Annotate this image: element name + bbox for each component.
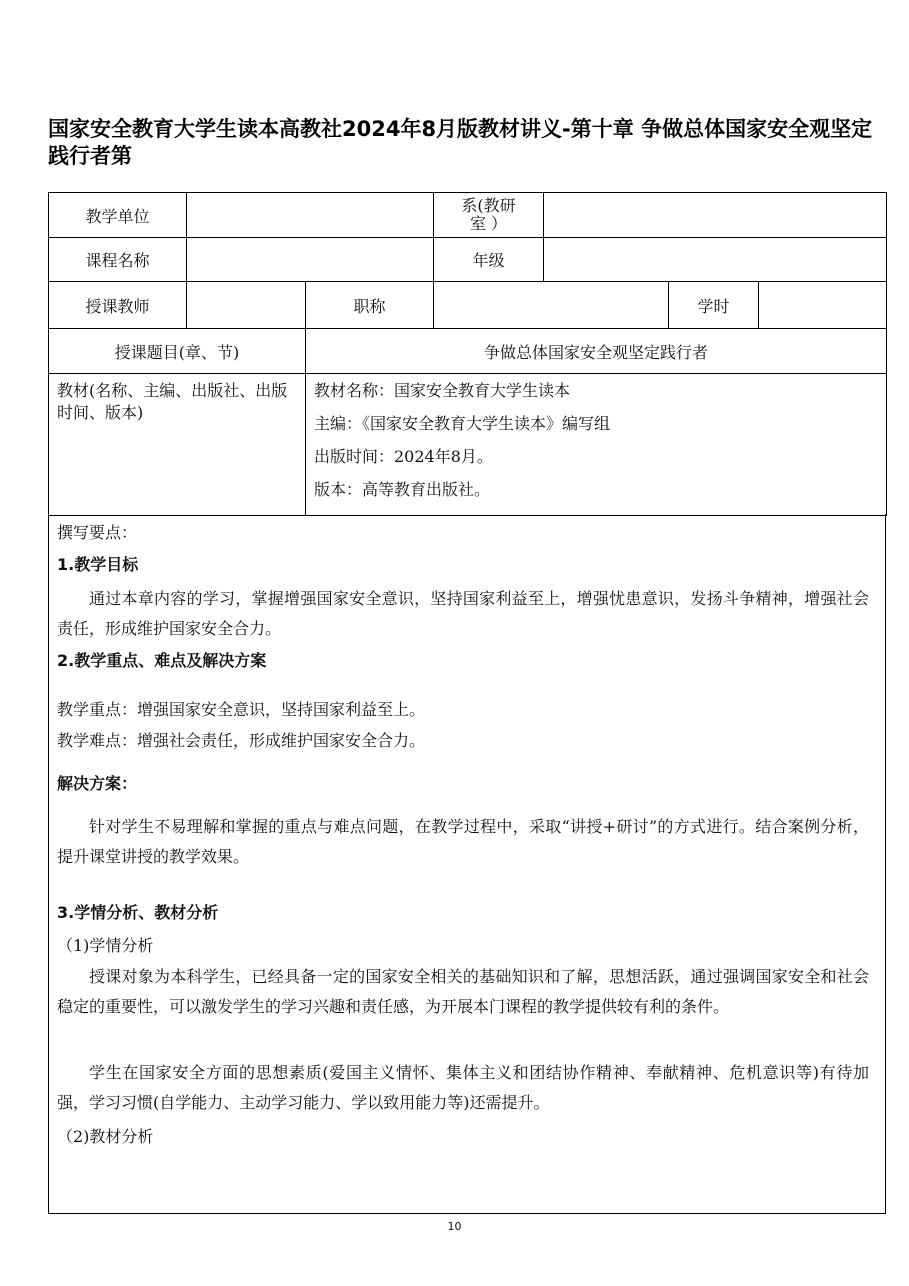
- hours-value: [759, 282, 887, 329]
- rank-label: 职称: [306, 282, 434, 329]
- unit-label: 教学单位: [49, 193, 187, 238]
- row-course: [49, 238, 887, 282]
- document-title: 国家安全教育大学生读本高教社2024年8月版教材讲义-第十章 争做总体国家安全观坚定践行者第: [48, 117, 873, 168]
- material-name: 教材名称：国家安全教育大学生读本: [314, 381, 571, 400]
- key-point-text: 教学重点：增强国家安全意识，坚持国家利益至上。: [57, 700, 426, 719]
- solution-heading: 解决方案：: [57, 774, 138, 793]
- grade-value: [544, 238, 887, 282]
- material-edition: 版本：高等教育出版社。: [314, 480, 491, 499]
- dept-label-line1: 系(教研: [461, 196, 516, 215]
- section3-para2: 学生在国家安全方面的思想素质(爱国主义情怀、集体主义和团结协作精神、奉献精神、危机意识等)有待加强，学习习惯(自学能力、主动学习能力、学以致用能力等)还需提升。: [57, 1063, 869, 1112]
- teacher-value: [187, 282, 306, 329]
- section1-heading: 1.教学目标: [57, 555, 139, 574]
- unit-value: [187, 193, 434, 238]
- dept-value: [544, 193, 887, 238]
- row-material: [49, 374, 887, 516]
- grade-label: 年级: [434, 238, 544, 282]
- row-unit: [49, 193, 887, 238]
- writing-notes-box: [48, 514, 886, 1214]
- material-date: 出版时间：2024年8月。: [314, 447, 493, 466]
- dept-label: [434, 193, 544, 238]
- material-editor: 主编：《国家安全教育大学生读本》编写组: [314, 414, 611, 433]
- rank-value: [434, 282, 669, 329]
- notes-intro: 撰写要点：: [57, 523, 138, 542]
- row-topic: [49, 329, 887, 374]
- course-label: 课程名称: [49, 238, 187, 282]
- hours-label: 学时: [669, 282, 759, 329]
- topic-label: 授课题目(章、节): [49, 329, 306, 374]
- dept-label-line2: 室 ）: [469, 214, 508, 233]
- course-info-table: [48, 192, 887, 516]
- solution-text: 针对学生不易理解和掌握的重点与难点问题，在教学过程中，采取“讲授+研讨”的方式进行。结合案例分析，提升课堂讲授的教学效果。: [57, 817, 869, 866]
- section3-heading: 3.学情分析、教材分析: [57, 903, 219, 922]
- section3-sub2: （2)教材分析: [57, 1127, 154, 1146]
- material-label: 教材(名称、主编、出版社、出版时间、版本): [49, 374, 306, 516]
- row-teacher: [49, 282, 887, 329]
- section3-sub1: （1)学情分析: [57, 936, 154, 955]
- section1-text: 通过本章内容的学习，掌握增强国家安全意识，坚持国家利益至上，增强忧患意识，发扬斗争精神，增强社会责任，形成维护国家安全合力。: [57, 589, 869, 638]
- section3-para1: 授课对象为本科学生，已经具备一定的国家安全相关的基础知识和了解，思想活跃，通过强调国家安全和社会稳定的重要性，可以激发学生的学习兴趣和责任感，为开展本门课程的教学提供较有利的条件。: [57, 967, 869, 1016]
- course-value: [187, 238, 434, 282]
- difficulty-text: 教学难点：增强社会责任，形成维护国家安全合力。: [57, 731, 426, 750]
- material-value: [306, 374, 887, 516]
- page-number: 10: [447, 1220, 462, 1233]
- section2-heading: 2.教学重点、难点及解决方案: [57, 651, 267, 670]
- topic-value: 争做总体国家安全观坚定践行者: [306, 329, 887, 374]
- teacher-label: 授课教师: [49, 282, 187, 329]
